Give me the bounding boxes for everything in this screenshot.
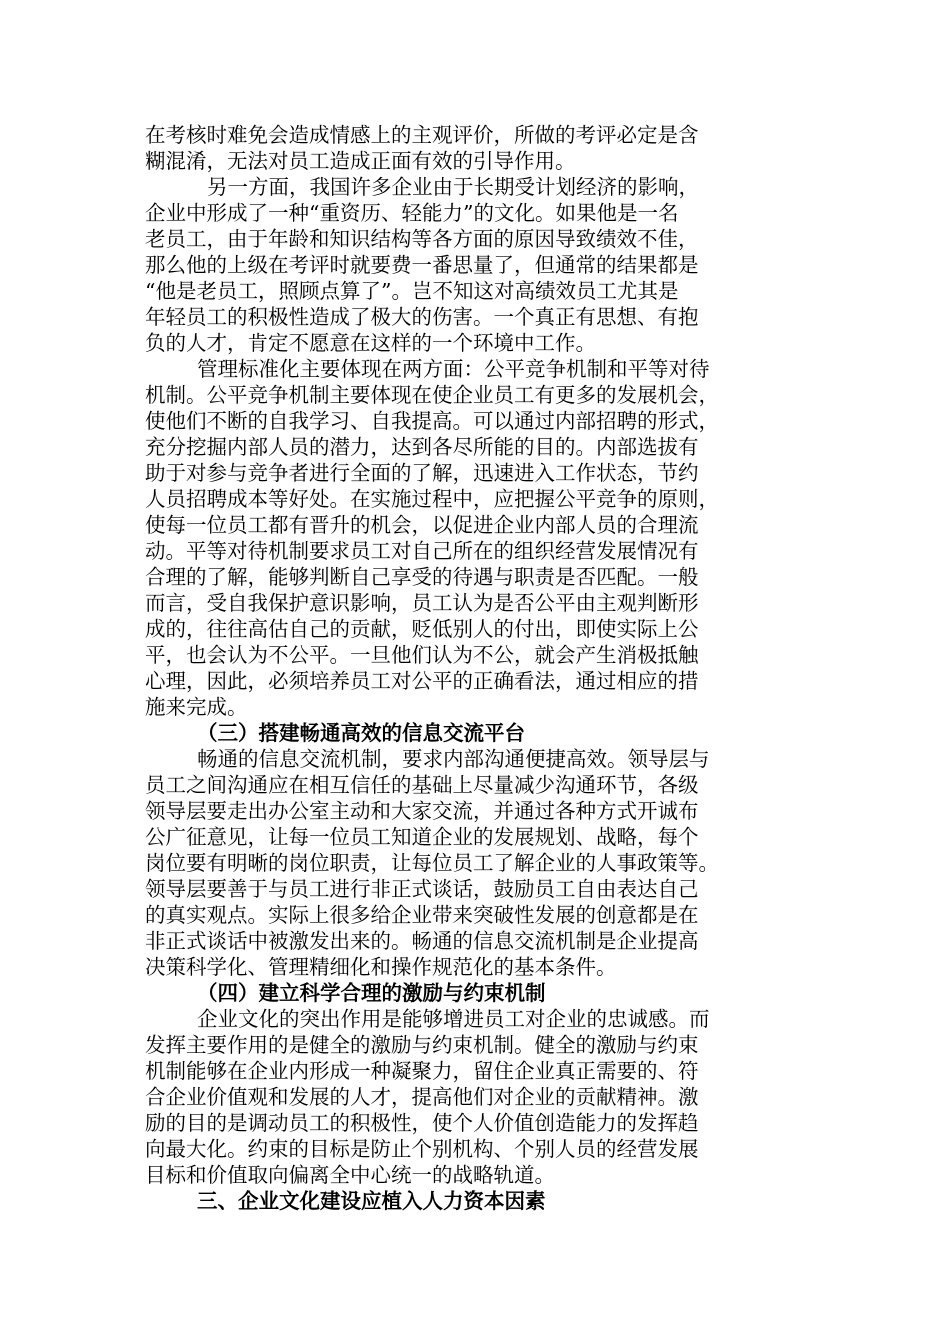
text-line: 而言，受自我保护意识影响，员工认为是否公平由主观判断形 (145, 591, 699, 615)
text-line: 老员工，由于年龄和知识结构等各方面的原因导致绩效不佳， (145, 227, 699, 251)
section-heading-4: （四）建立科学合理的激励与约束机制 (197, 981, 546, 1005)
text-line: 合企业价值观和发展的人才，提高他们对企业的贡献精神。激 (145, 1085, 699, 1109)
text-line: 动。平等对待机制要求员工对自己所在的组织经营发展情况有 (145, 539, 699, 563)
paragraph-start-line: 管理标准化主要体现在两方面：公平竞争机制和平等对待 (197, 357, 710, 381)
text-line: 合理的了解，能够判断自己享受的待遇与职责是否匹配。一般 (145, 565, 699, 589)
text-line: 人员招聘成本等好处。在实施过程中，应把握公平竞争的原则， (145, 487, 719, 511)
text-line: 向最大化。约束的目标是防止个别机构、个别人员的经营发展 (145, 1137, 699, 1161)
text-line: 糊混淆，无法对员工造成正面有效的引导作用。 (145, 149, 576, 173)
text-line: 公广征意见，让每一位员工知道企业的发展规划、战略，每个 (145, 825, 699, 849)
section-heading-3: （三）搭建畅通高效的信息交流平台 (197, 721, 525, 745)
text-line: 励的目的是调动员工的积极性，使个人价值创造能力的发挥趋 (145, 1111, 699, 1135)
paragraph-start-line: 企业文化的突出作用是能够增进员工对企业的忠诚感。而 (197, 1007, 710, 1031)
text-line: 平，也会认为不公平。一旦他们认为不公，就会产生消极抵触 (145, 643, 699, 667)
text-line: 充分挖掘内部人员的潜力，达到各尽所能的目的。内部选拔有 (145, 435, 699, 459)
chapter-heading-3: 三、企业文化建设应植入人力资本因素 (197, 1189, 546, 1213)
text-line: 发挥主要作用的是健全的激励与约束机制。健全的激励与约束 (145, 1033, 699, 1057)
text-line: 施来完成。 (145, 695, 248, 719)
text-line: 机制能够在企业内形成一种凝聚力，留住企业真正需要的、符 (145, 1059, 699, 1083)
text-line: 使他们不断的自我学习、自我提高。可以通过内部招聘的形式， (145, 409, 719, 433)
text-line: 负的人才，肯定不愿意在这样的一个环境中工作。 (145, 331, 596, 355)
text-line: “他是老员工，照顾点算了”。岂不知这对高绩效员工尤其是 (145, 279, 679, 303)
document-body (145, 122, 805, 1214)
text-line: 领导层要走出办公室主动和大家交流，并通过各种方式开诚布 (145, 799, 699, 823)
text-line: 年轻员工的积极性造成了极大的伤害。一个真正有思想、有抱 (145, 305, 699, 329)
text-line: 岗位要有明晰的岗位职责，让每位员工了解企业的人事政策等。 (145, 851, 719, 875)
text-line: 机制。公平竞争机制主要体现在使企业员工有更多的发展机会， (145, 383, 719, 407)
text-line: 成的，往往高估自己的贡献，贬低别人的付出，即使实际上公 (145, 617, 699, 641)
text-line: 心理，因此，必须培养员工对公平的正确看法，通过相应的措 (145, 669, 699, 693)
text-line: 员工之间沟通应在相互信任的基础上尽量减少沟通环节，各级 (145, 773, 699, 797)
text-line: 那么他的上级在考评时就要费一番思量了，但通常的结果都是 (145, 253, 699, 277)
text-line: 使每一位员工都有晋升的机会，以促进企业内部人员的合理流 (145, 513, 699, 537)
text-line: 企业中形成了一种“重资历、轻能力”的文化。如果他是一名 (145, 201, 679, 225)
text-line: 助于对参与竞争者进行全面的了解，迅速进入工作状态，节约 (145, 461, 699, 485)
text-line: 在考核时难免会造成情感上的主观评价，所做的考评必定是含 (145, 123, 699, 147)
text-line: 目标和价值取向偏离全中心统一的战略轨道。 (145, 1163, 555, 1187)
text-line: 领导层要善于与员工进行非正式谈话，鼓励员工自由表达自己 (145, 877, 699, 901)
text-line: 的真实观点。实际上很多给企业带来突破性发展的创意都是在 (145, 903, 699, 927)
text-line: 非正式谈话中被激发出来的。畅通的信息交流机制是企业提高 (145, 929, 699, 953)
paragraph-start-line: 畅通的信息交流机制，要求内部沟通便捷高效。领导层与 (197, 747, 710, 771)
text-line: 决策科学化、管理精细化和操作规范化的基本条件。 (145, 955, 617, 979)
paragraph-start-line: 另一方面，我国许多企业由于长期受计划经济的影响， (207, 175, 699, 199)
